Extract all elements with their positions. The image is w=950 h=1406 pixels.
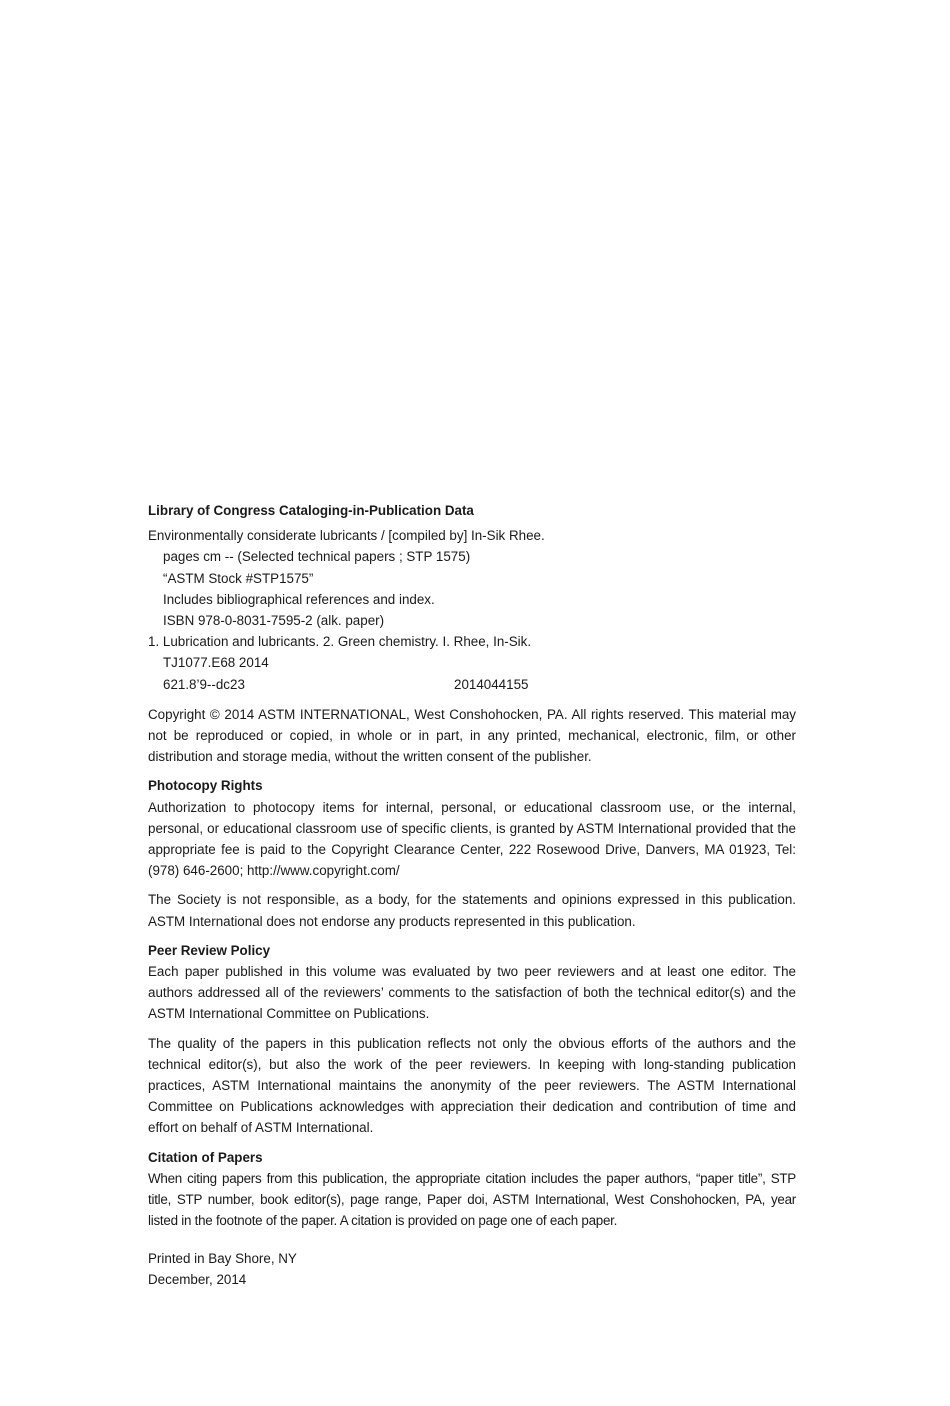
- printed-date: December, 2014: [148, 1271, 247, 1287]
- citation-text: When citing papers from this publication, the appropriate citation includes the paper authors, “paper title”, STP title, STP number, book editor(s), page range, Paper doi, ASTM International, West Conshohocken, PA, year listed in the footnote of the paper. A citation is provided on page one of each paper.: [148, 1170, 796, 1229]
- citation-heading: Citation of Papers: [148, 1149, 263, 1165]
- photocopy-rights-text: Authorization to photocopy items for internal, personal, or educational classroom use, or the internal, personal, or educational classroom use of specific clients, is granted by ASTM International provided that the appropriate fee is paid to the Copyright Clearance Center, 222 Rosewood Drive, Danvers, MA 01923, Tel: (978) 646-2600; http://www.copyright.com/: [148, 799, 796, 879]
- cip-subjects-line: 1. Lubrication and lubricants. 2. Green chemistry. I. Rhee, In-Sik.: [148, 634, 532, 650]
- cip-biblio-line: Includes bibliographical references and index.: [163, 591, 435, 607]
- cip-stock-line: “ASTM Stock #STP1575”: [163, 570, 314, 586]
- peer-review-heading: Peer Review Policy: [148, 942, 271, 958]
- peer-review-text-1: Each paper published in this volume was evaluated by two peer reviewers and at least one editor. The authors addressed all of the reviewers’ comments to the satisfaction of both the technical editor(s) and the ASTM International Committee on Publications.: [148, 964, 796, 1022]
- cip-pages-line: pages cm -- (Selected technical papers ; STP 1575): [163, 549, 471, 565]
- disclaimer-text: The Society is not responsible, as a body, for the statements and opinions expressed in this publication. ASTM International does not endorse any products represented in this publication.: [148, 892, 796, 929]
- cip-isbn-line: ISBN 978-0-8031-7595-2 (alk. paper): [163, 613, 385, 629]
- copyright-page-body: [148, 500, 796, 1290]
- peer-review-text-2: The quality of the papers in this publication reflects not only the obvious efforts of the authors and the technical editor(s), but also the work of the peer reviewers. In keeping with long-standing publication practices, ASTM International maintains the anonymity of the peer reviewers. The ASTM International Committee on Publications acknowledges with appreciation their dedication and contribution of time and effort on behalf of ASTM International.: [148, 1035, 796, 1136]
- copyright-notice: Copyright © 2014 ASTM INTERNATIONAL, West Conshohocken, PA. All rights reserved. This material may not be reproduced or copied, in whole or in part, in any printed, mechanical, electronic, film, or other distribution and storage media, without the written consent of the publisher.: [148, 706, 796, 765]
- cip-title-line: Environmentally considerate lubricants / [compiled by] In-Sik Rhee.: [148, 528, 545, 544]
- cip-dewey: 621.8’9--dc23: [163, 676, 245, 692]
- cip-lccn: 2014044155: [454, 676, 529, 692]
- cip-classification-row: [148, 674, 796, 695]
- printed-location: Printed in Bay Shore, NY: [148, 1250, 297, 1266]
- cip-heading: Library of Congress Cataloging-in-Publication Data: [148, 503, 474, 518]
- cip-lc-class: TJ1077.E68 2014: [163, 655, 269, 671]
- photocopy-rights-heading: Photocopy Rights: [148, 778, 263, 794]
